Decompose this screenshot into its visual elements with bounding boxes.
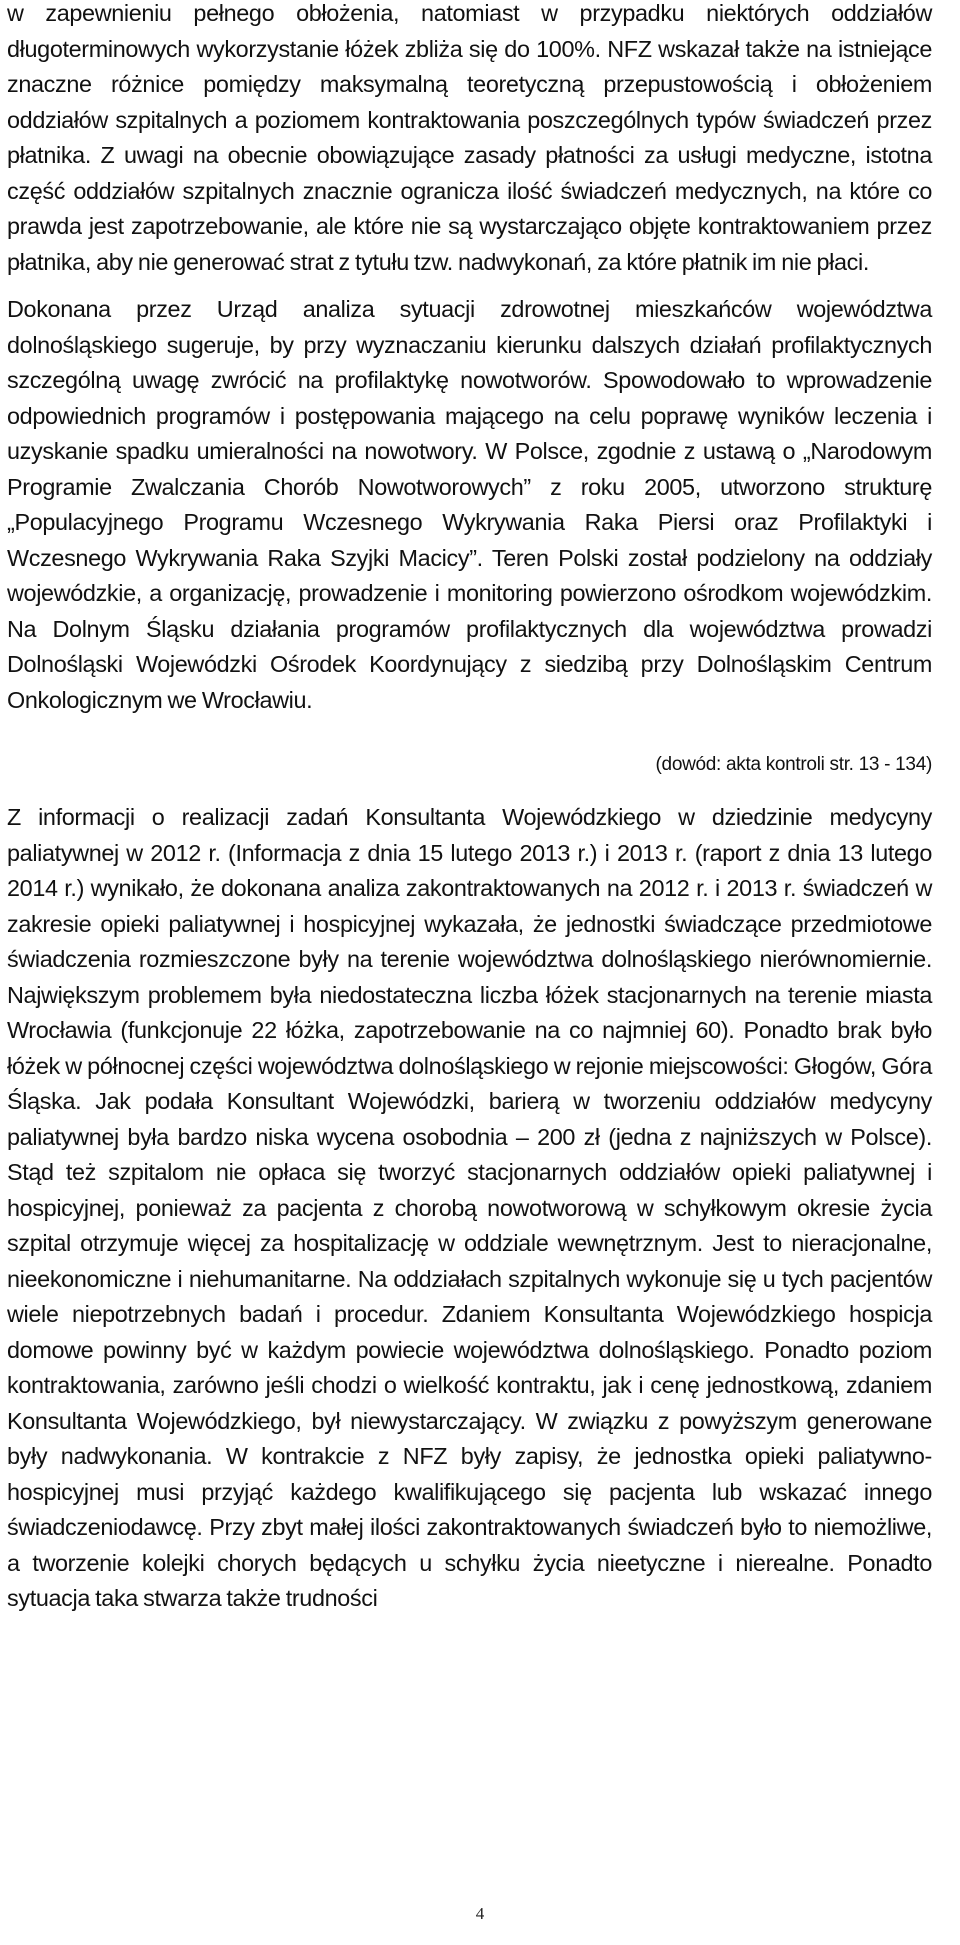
paragraph-hospital-occupancy: w zapewnieniu pełnego obłożenia, natomiast w przypadku niektórych oddziałów długoterminowych wykorzystanie łóżek zbliża się do 100%. NFZ wskazał także na istniejące znaczne różnice pomiędzy maksymalną teoretyczną przepustowością i obłożeniem oddziałów szpitalnych a poziomem kontraktowania poszczególnych typów świadczeń przez płatnika. Z uwagi na obecnie obowiązujące zasady płatności za usługi medyczne, istotna część oddziałów szpitalnych znacznie ogranicza ilość świadczeń medycznych, na które co prawda jest zapotrzebowanie, ale które nie są wystarczająco objęte kontraktowaniem przez płatnika, aby nie generować strat z tytułu tzw. nadwykonań, za które płatnik im nie płaci. [7, 0, 932, 275]
paragraph-palliative-care: Z informacji o realizacji zadań Konsultanta Wojewódzkiego w dziedzinie medycyny paliatywnej w 2012 r. (Informacja z dnia 15 lutego 2013 r.) i 2013 r. (raport z dnia 13 lutego 2014 r.) wynikało, że dokonana analiza zakontraktowanych na 2012 r. i 2013 r. świadczeń w zakresie opieki paliatywnej i hospicyjnej wykazała, że jednostki świadczące przedmiotowe świadczenia rozmieszczone były na terenie województwa dolnośląskiego nierównomiernie. Największym problemem była niedostateczna liczba łóżek stacjonarnych na terenie miasta Wrocławia (funkcjonuje 22 łóżka, zapotrzebowanie na co najmniej 60). Ponadto brak było łóżek w północnej części województwa dolnośląskiego w rejonie miejscowości: Głogów, Góra Śląska. Jak podała Konsultant Wojewódzki, barierą w tworzeniu oddziałów medycyny paliatywnej była bardzo niska wycena osobodnia – 200 zł (jedna z najniższych w Polsce). Stąd też szpitalom nie opłaca się tworzyć stacjonarnych oddziałów opieki paliatywnej i hospicyjnej, ponieważ za pacjenta z chorobą nowotworową w schyłkowym okresie życia szpital otrzymuje więcej za hospitalizację w oddziale wewnętrznym. Jest to nieracjonalne, nieekonomiczne i niehumanitarne. Na oddziałach szpitalnych wykonuje się u tych pacjentów wiele niepotrzebnych badań i procedur. Zdaniem Konsultanta Wojewódzkiego hospicja domowe powinny być w każdym powiecie województwa dolnośląskiego. Ponadto poziom kontraktowania, zarówno jeśli chodzi o wielkość kontraktu, jak i cenę jednostkową, zdaniem Konsultanta Wojewódzkiego, był niewystarczający. W związku z powyższym generowane były nadwykonania. W kontrakcie z NFZ były zapisy, że jednostka opieki paliatywno-hospicyjnej musi przyjąć każdego kwalifikującego się pacjenta lub wskazać innego świadczeniodawcę. Przy zbyt małej ilości zakontraktowanych świadczeń było to niemożliwe, a tworzenie kolejki chorych będących u schyłku życia nieetyczne i nierealne. Ponadto sytuacja taka stwarza także trudności [7, 804, 932, 1611]
evidence-reference: (dowód: akta kontroli str. 13 - 134) [655, 754, 932, 775]
page-number: 4 [475, 1904, 485, 1923]
paragraph-cancer-prevention: Dokonana przez Urząd analiza sytuacji zdrowotnej mieszkańców województwa dolnośląskiego sugeruje, by przy wyznaczaniu kierunku dalszych działań profilaktycznych szczególną uwagę zwrócić na profilaktykę nowotworów. Spowodowało to wprowadzenie odpowiednich programów i postępowania mającego na celu poprawę wyników leczenia i uzyskanie spadku umieralności na nowotwory. W Polsce, zgodnie z ustawą o „Narodowym Programie Zwalczania Chorób Nowotworowych” z roku 2005, utworzono strukturę „Populacyjnego Programu Wczesnego Wykrywania Raka Piersi oraz Profilaktyki i Wczesnego Wykrywania Raka Szyjki Macicy”. Teren Polski został podzielony na oddziały wojewódzkie, a organizację, prowadzenie i monitoring powierzono ośrodkom wojewódzkim. Na Dolnym Śląsku działania programów profilaktycznych dla województwa prowadzi Dolnośląski Wojewódzki Ośrodek Koordynujący z siedzibą przy Dolnośląskim Centrum Onkologicznym we Wrocławiu. [7, 296, 932, 713]
